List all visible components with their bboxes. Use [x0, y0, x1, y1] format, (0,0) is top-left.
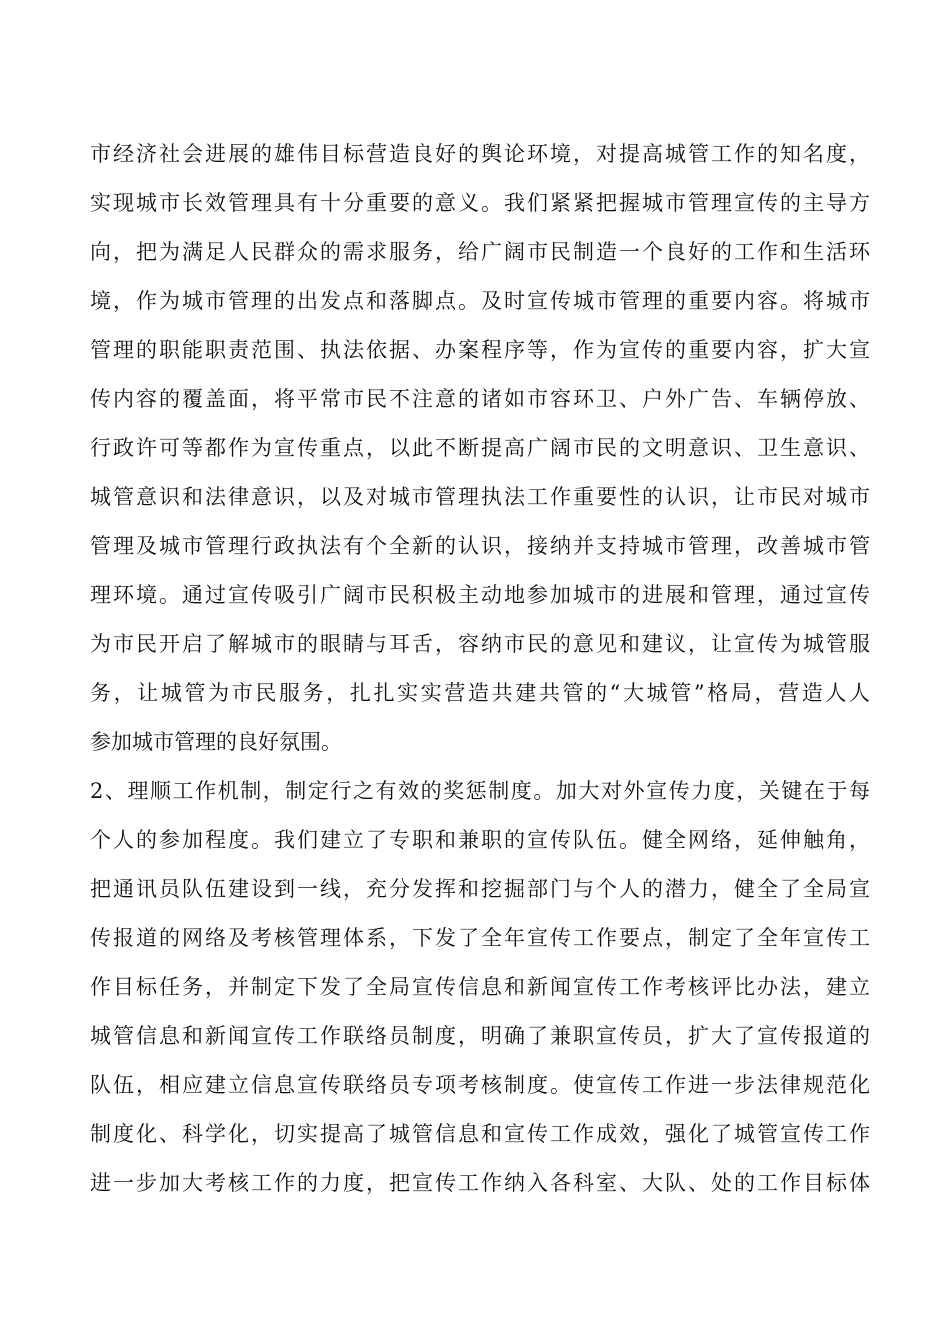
- paragraph-2: [90, 767, 870, 1208]
- text-line: 参加城市管理的良好氛围。: [90, 730, 342, 754]
- text-line: 务，让城管为市民服务，扎扎实实营造共建共管的“大城管”格局，营造人人: [90, 681, 870, 705]
- text-line: 2、理顺工作机制，制定行之有效的奖惩制度。加大对外宣传力度，关键在于每: [90, 779, 870, 803]
- text-line: 制度化、科学化，切实提高了城管信息和宣传工作成效，强化了城管宣传工作: [90, 1122, 870, 1146]
- text-line: 理环境。通过宣传吸引广阔市民积极主动地参加城市的进展和管理，通过宣传: [90, 583, 870, 607]
- paragraph-1: [90, 130, 870, 767]
- text-line: 为市民开启了解城市的眼睛与耳舌，容纳市民的意见和建议，让宣传为城管服: [90, 632, 870, 656]
- text-line: 行政许可等都作为宣传重点，以此不断提高广阔市民的文明意识、卫生意识、: [90, 436, 870, 460]
- text-line: 管理的职能职责范围、执法依据、办案程序等，作为宣传的重要内容，扩大宣: [90, 338, 870, 362]
- text-line: 作目标任务，并制定下发了全局宣传信息和新闻宣传工作考核评比办法，建立: [90, 975, 870, 999]
- text-line: 传内容的覆盖面，将平常市民不注意的诸如市容环卫、户外广告、车辆停放、: [90, 387, 870, 411]
- text-line: 队伍，相应建立信息宣传联络员专项考核制度。使宣传工作进一步法律规范化: [90, 1073, 870, 1097]
- text-line: 传报道的网络及考核管理体系，下发了全年宣传工作要点，制定了全年宣传工: [90, 926, 870, 950]
- text-line: 进一步加大考核工作的力度，把宣传工作纳入各科室、大队、处的工作目标体: [90, 1171, 870, 1195]
- document-body: [90, 130, 870, 1208]
- text-line: 实现城市长效管理具有十分重要的意义。我们紧紧把握城市管理宣传的主导方: [90, 191, 870, 215]
- text-line: 市经济社会进展的雄伟目标营造良好的舆论环境，对提高城管工作的知名度，: [90, 142, 870, 166]
- text-line: 境，作为城市管理的出发点和落脚点。及时宣传城市管理的重要内容。将城市: [90, 289, 870, 313]
- text-line: 把通讯员队伍建设到一线，充分发挥和挖掘部门与个人的潜力，健全了全局宣: [90, 877, 870, 901]
- text-line: 管理及城市管理行政执法有个全新的认识，接纳并支持城市管理，改善城市管: [90, 534, 870, 558]
- text-line: 个人的参加程度。我们建立了专职和兼职的宣传队伍。健全网络，延伸触角，: [90, 828, 870, 852]
- text-line: 向，把为满足人民群众的需求服务，给广阔市民制造一个良好的工作和生活环: [90, 240, 870, 264]
- text-line: 城管信息和新闻宣传工作联络员制度，明确了兼职宣传员，扩大了宣传报道的: [90, 1024, 870, 1048]
- text-line: 城管意识和法律意识，以及对城市管理执法工作重要性的认识，让市民对城市: [90, 485, 870, 509]
